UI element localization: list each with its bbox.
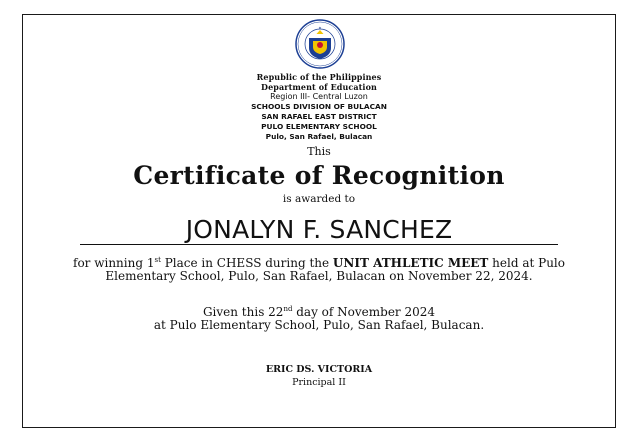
given-text-b: day of November 2024 (292, 305, 436, 319)
header-division: SCHOOLS DIVISION OF BULACAN (251, 102, 387, 111)
certificate-title: Certificate of Recognition (133, 161, 505, 190)
event-name: UNIT ATHLETIC MEET (332, 256, 489, 270)
given-place: at Pulo Elementary School, Pulo, San Rafael, Bulacan. (153, 318, 485, 332)
signatory-name: ERIC DS. VICTORIA (265, 364, 373, 375)
signatory-position: Principal II (292, 377, 346, 388)
header-department: Department of Education (261, 82, 377, 92)
header-republic: Republic of the Philippines (256, 72, 382, 82)
citation-text-c: held at Pulo (488, 256, 565, 270)
citation-text-a: for winning 1 (73, 256, 155, 270)
recipient-name: JONALYN F. SANCHEZ (185, 215, 453, 244)
given-text-a: Given this 22 (202, 305, 284, 319)
svg-text:★: ★ (318, 26, 322, 30)
header-address: Pulo, San Rafael, Bulacan (265, 132, 373, 141)
citation-line-2: Elementary School, Pulo, San Rafael, Bulacan on November 22, 2024. (105, 269, 533, 283)
deped-seal-icon (295, 19, 345, 69)
intro-text: This (307, 145, 331, 158)
citation-sup: st (154, 256, 161, 264)
header-district: SAN RAFAEL EAST DISTRICT (261, 112, 377, 121)
name-underline (80, 244, 558, 245)
awarded-text: is awarded to (282, 193, 356, 205)
header-school: PULO ELEMENTARY SCHOOL (261, 122, 377, 131)
citation-text-b: Place in CHESS during the (160, 256, 333, 270)
header-region: Region III- Central Luzon (270, 92, 368, 101)
given-sup: nd (283, 305, 293, 313)
